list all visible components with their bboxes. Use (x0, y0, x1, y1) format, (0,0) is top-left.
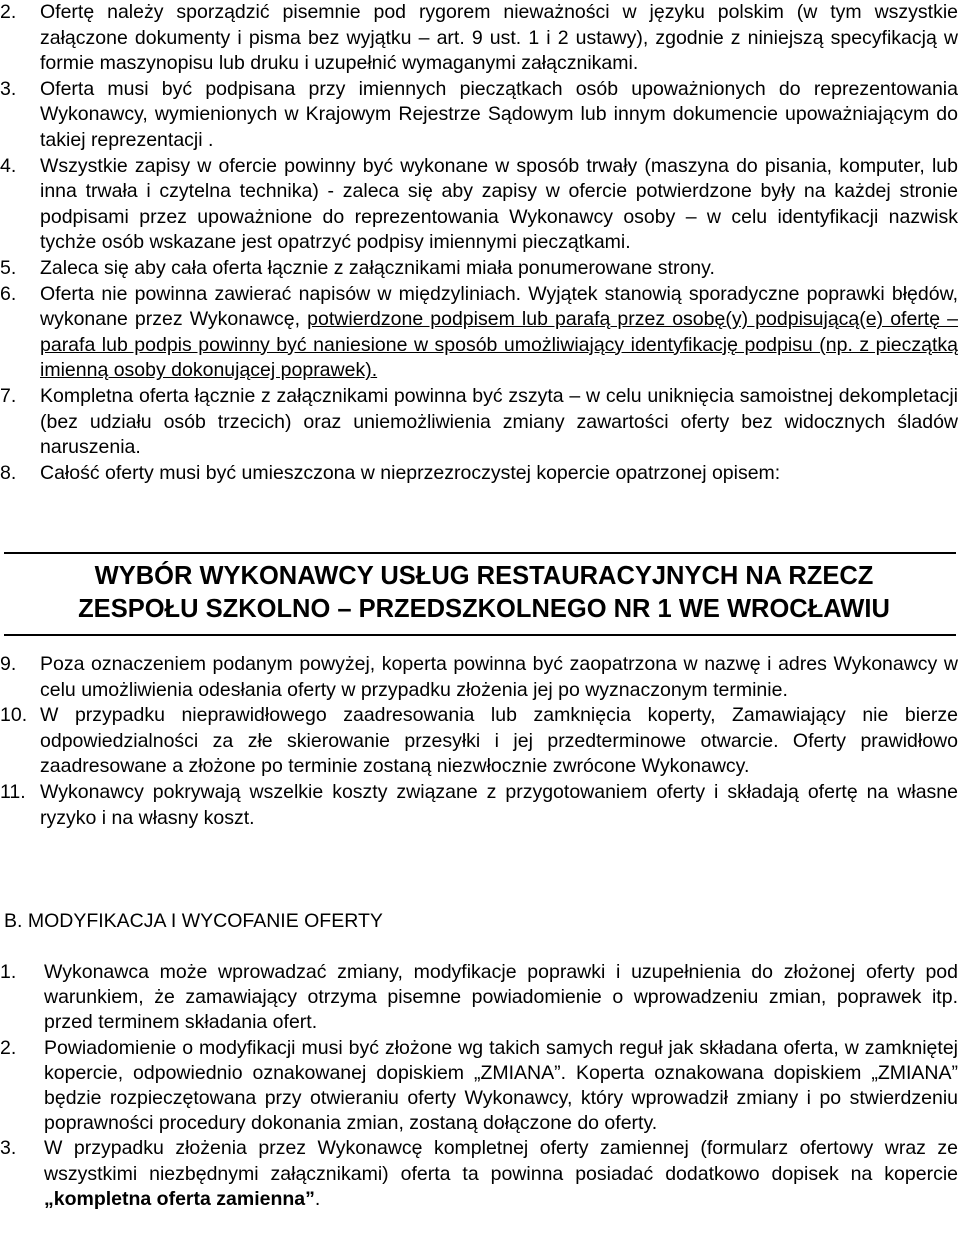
list-item (0, 703, 958, 780)
envelope-label-box (4, 552, 956, 636)
item-number: 7. (0, 384, 17, 407)
offer-requirements-list (0, 0, 958, 486)
item-text-underlined: potwierdzone podpisem lub parafą przez osobę(y) podpisującą(e) ofertę – parafa lub podpis powinny być naniesione w sposób umożliwiający identyfikację podpisu (np. z pieczątką imienną osoby dokonującej poprawek). (40, 308, 959, 382)
item-text: Całość oferty musi być umieszczona w nieprzezroczystej kopercie opatrzonej opisem: (40, 461, 781, 484)
list-item (0, 461, 958, 487)
list-item (0, 1036, 958, 1137)
item-text-end: . (314, 1187, 321, 1210)
item-number: 1. (0, 961, 17, 983)
item-text: Ofertę należy sporządzić pisemnie pod rygorem nieważności w języku polskim (w tym wszystkie załączone dokumenty i pisma bez wyjątku – art. 9 ust. 1 i 2 ustawy), zgodnie z niniejszą specyfikacją w formie maszynopisu lub druku i uzupełnić wymaganymi załącznikami. (40, 1, 958, 75)
envelope-label-line-2: ZESPOŁU SZKOLNO – PRZEDSZKOLNEGO NR 1 WE WROCŁAWIU (78, 595, 890, 623)
list-item (0, 282, 958, 384)
item-number: 3. (0, 1137, 17, 1160)
item-text: Powiadomienie o modyfikacji musi być złożone wg takich samych reguł jak składana oferta, w zamkniętej kopercie, odpowiednio oznakowanej dopiskiem „ZMIANA”. Koperta oznakowana dopiskiem „ZMIANA” będzie rozpieczętowana przy otwieraniu oferty Wykonawcy, który wprowadził zmiany i po stwierdzeniu poprawności procedury dokonania zmian, zostaną dołączone do oferty. (44, 1036, 958, 1135)
item-number: 11. (0, 780, 26, 803)
list-item (0, 960, 958, 1036)
envelope-requirements-list (0, 652, 958, 831)
item-number: 8. (0, 461, 17, 484)
item-text: Oferta nie powinna zawierać napisów w międzyliniach. Wyjątek stanowią sporadyczne poprawki błędów, wykonane przez Wykonawcę, (40, 282, 958, 331)
item-text: W przypadku złożenia przez Wykonawcę kompletnej oferty zamiennej (formularz ofertowy wraz ze wszystkimi niezbędnymi załącznikami) oferta ta powinna posiadać dodatkowo dopisek na kopercie (44, 1137, 958, 1185)
item-text-bold: „kompletna oferta zamienna” (44, 1187, 315, 1210)
list-item (0, 780, 958, 831)
item-text: W przypadku nieprawidłowego zaadresowania lub zamknięcia koperty, Zamawiający nie bierze odpowiedzialności za złe skierowanie przesyłki i jej przedterminowe otwarcie. Oferty prawidłowo zaadresowane a złożone po terminie zostaną niezwłocznie zwrócone Wykonawcy. (40, 704, 958, 778)
item-text: Wykonawca może wprowadzać zmiany, modyfikacje poprawki i uzupełnienia do złożonej oferty pod warunkiem, że zamawiający otrzyma pisemne powiadomienie o wprowadzeniu zmian, poprawek itp. przed terminem składania ofert. (44, 961, 958, 1034)
modification-list (0, 960, 958, 1212)
item-text: Oferta musi być podpisana przy imiennych pieczątkach osób upoważnionych do reprezentowania Wykonawcy, wymienionych w Krajowym Rejestrze Sądowym lub innym dokumencie upoważniającym do takiej reprezentacji . (40, 77, 958, 151)
list-item (0, 384, 958, 461)
item-text: Poza oznaczeniem podanym powyżej, koperta powinna być zaopatrzona w nazwę i adres Wykonawcy w celu umożliwienia odesłania oferty w przypadku złożenia jej po wyznaczonym terminie. (40, 653, 958, 701)
item-number: 6. (0, 282, 17, 305)
list-item (0, 1136, 958, 1212)
item-number: 10. (0, 704, 28, 727)
list-item (0, 154, 958, 256)
item-text: Wykonawcy pokrywają wszelkie koszty związane z przygotowaniem oferty i składają ofertę na własne ryzyko i na własny koszt. (40, 780, 958, 829)
item-number: 3. (0, 77, 17, 100)
item-number: 9. (0, 653, 17, 675)
item-number: 4. (0, 154, 17, 177)
item-text: Zaleca się aby cała oferta łącznie z załącznikami miała ponumerowane strony. (40, 256, 715, 279)
section-b-title: B. MODYFIKACJA I WYCOFANIE OFERTY (4, 910, 383, 932)
list-item (0, 0, 958, 77)
item-number: 2. (0, 1036, 17, 1059)
list-item (0, 256, 958, 282)
list-item (0, 77, 958, 154)
list-item (0, 652, 958, 703)
item-text: Kompletna oferta łącznie z załącznikami powinna być zszyta – w celu uniknięcia samoistnej dekompletacji (bez udziału osób trzecich) oraz uniemożliwienia zmiany zawartości oferty bez widocznych śladów naruszenia. (40, 384, 958, 459)
item-number: 5. (0, 256, 17, 279)
envelope-label-line-1: WYBÓR WYKONAWCY USŁUG RESTAURACYJNYCH NA RZECZ (94, 562, 874, 590)
item-text: Wszystkie zapisy w ofercie powinny być wykonane w sposób trwały (maszyna do pisania, komputer, lub inna trwała i czytelna technika) - zaleca się aby zapisy w ofercie potwierdzone były na każdej stronie podpisami przez upoważnione do reprezentowania Wykonawcy osoby – w celu identyfikacji nazwisk tychże osób wskazane jest opatrzyć podpisy imiennymi pieczątkami. (40, 154, 958, 254)
item-number: 2. (0, 1, 17, 23)
